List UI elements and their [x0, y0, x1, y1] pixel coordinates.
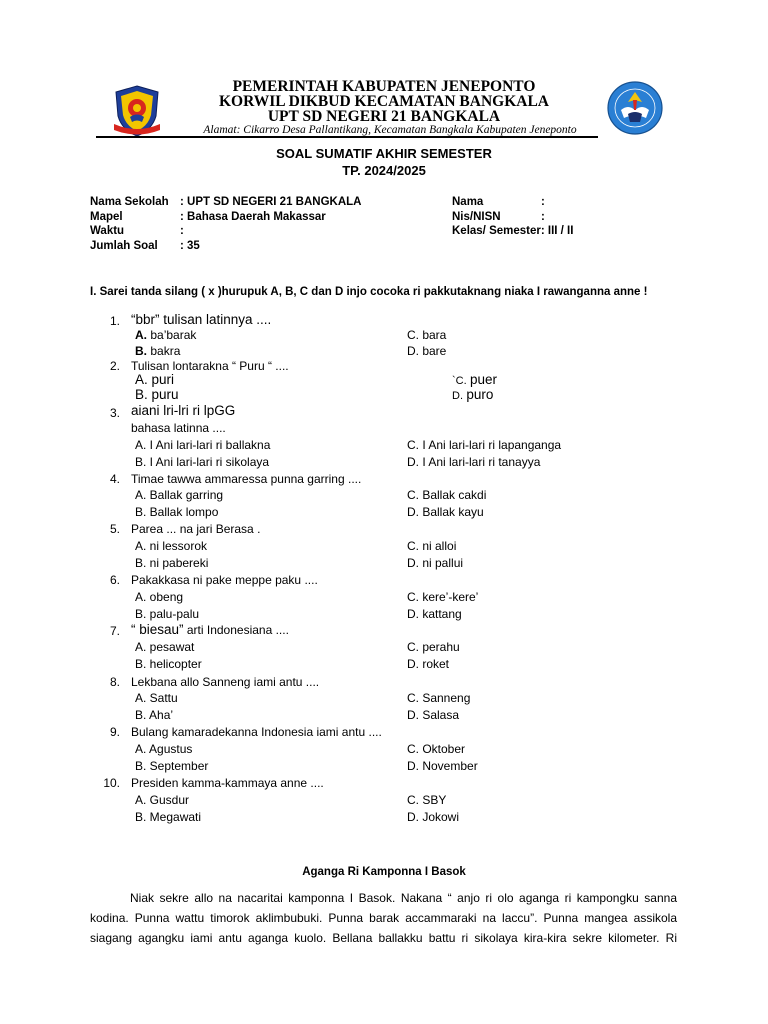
header-divider	[96, 136, 598, 138]
question-number: 10.	[103, 776, 120, 790]
question-number: 6.	[109, 573, 120, 587]
question-text: Tulisan lontarakna “ Puru “ ....	[131, 359, 289, 373]
question-text-lontarak: aiani lri-lri ri lpGG	[131, 403, 236, 418]
option-a: A. obeng	[135, 590, 184, 604]
option-c: C. kere’-kere’	[407, 590, 479, 604]
option-d	[452, 387, 493, 402]
option-a: A. Gusdur	[135, 793, 190, 807]
option-a: A. pesawat	[135, 640, 195, 654]
option-b: B. I Ani lari-lari ri sikolaya	[135, 455, 270, 469]
option-letter: `C.	[452, 375, 467, 387]
option-a: A. Agustus	[135, 742, 193, 756]
option-c: C. ni alloi	[407, 539, 457, 553]
option-a: A. Ballak garring	[135, 488, 224, 502]
subject-value: : Bahasa Daerah Makassar	[180, 211, 326, 223]
option-d: D. bare	[407, 344, 447, 358]
instruction-text: I. Sarei tanda silang ( x )hurupuk A, B, C dan D injo cocoka ri pakkutaknang niaka I rawanganna anne !	[90, 286, 648, 298]
question-text: Pakakkasa ni pake meppe paku ....	[131, 573, 318, 587]
option-b: B. puru	[135, 387, 179, 402]
question-count-label: Jumlah Soal	[90, 240, 158, 252]
option-b: B. Megawati	[135, 810, 202, 824]
option-letter: B.	[135, 344, 147, 358]
option-a: A. puri	[135, 372, 175, 387]
option-b	[135, 344, 180, 358]
option-d: D. Ballak kayu	[407, 505, 484, 519]
option-c: C. I Ani lari-lari ri lapanganga	[407, 438, 562, 452]
question-number: 1.	[109, 314, 120, 328]
option-c: C. SBY	[407, 793, 447, 807]
story-paragraph	[90, 888, 677, 948]
question-text: Bulang kamaradekanna Indonesia iami antu ....	[131, 725, 382, 739]
header-government: PEMERINTAH KABUPATEN JENEPONTO	[232, 78, 536, 95]
question-text-lontarak: “ biesau”	[131, 622, 184, 637]
option-text: ba’barak	[150, 328, 197, 342]
question-text: Parea ... na jari Berasa .	[131, 522, 261, 536]
option-c: C. Ballak cakdi	[407, 488, 487, 502]
subject-label: Mapel	[90, 211, 123, 223]
option-d: D. kattang	[407, 607, 462, 621]
student-name-label: Nama	[452, 196, 484, 208]
story-line: kodina. Punna wattu timorok aklimbubuki. Punna barak accammaraki na laccu”. Punna mangea assikola	[90, 911, 677, 925]
story-line: Niak sekre allo na nacaritai kamponna I Basok. Nakana “ anjo ri olo aganga ri kampongku sanna	[130, 891, 677, 905]
school-name-value: : UPT SD NEGERI 21 BANGKALA	[180, 196, 362, 208]
option-text: puer	[470, 372, 498, 387]
option-b: B. helicopter	[135, 657, 202, 671]
option-c: C. Sanneng	[407, 691, 471, 705]
story-line: siagang agangku iami antu aganga kuolo. Bellana ballakku battu ri sikolaya kira-kira sekre kilometer. Ri	[90, 931, 677, 945]
exam-title: SOAL SUMATIF AKHIR SEMESTER	[276, 146, 492, 161]
question-number: 8.	[109, 675, 120, 689]
option-c: C. perahu	[407, 640, 460, 654]
class-semester-label: Kelas/ Semester: III / II	[452, 225, 574, 237]
option-b: B. September	[135, 759, 209, 773]
question-text: Timae tawwa ammaressa punna garring ....	[131, 472, 362, 486]
nisn-value: :	[541, 211, 545, 223]
question-text: Presiden kamma-kammaya anne ....	[131, 776, 324, 790]
nisn-label: Nis/NISN	[452, 211, 501, 223]
option-c	[452, 372, 497, 387]
option-b: B. ni pabereki	[135, 556, 209, 570]
question-number: 5.	[109, 522, 120, 536]
option-d: D. I Ani lari-lari ri tanayya	[407, 455, 541, 469]
question-number: 2.	[109, 359, 120, 373]
header-school: UPT SD NEGERI 21 BANGKALA	[267, 108, 501, 125]
question-count-value: : 35	[180, 240, 200, 252]
option-a: A. ni lessorok	[135, 539, 208, 553]
option-a: A. Sattu	[135, 691, 178, 705]
option-letter: D.	[452, 390, 463, 402]
option-b: B. Aha’	[135, 708, 174, 722]
option-c: C. bara	[407, 328, 447, 342]
option-b: B. palu-palu	[135, 607, 200, 621]
option-b: B. Ballak lompo	[135, 505, 219, 519]
header-address: Alamat: Cikarro Desa Pallantikang, Kecamatan Bangkala Kabupaten Jeneponto	[203, 124, 577, 136]
school-name-label: Nama Sekolah	[90, 196, 169, 208]
story-title: Aganga Ri Kamponna I Basok	[302, 866, 466, 878]
exam-year: TP. 2024/2025	[342, 163, 426, 178]
question-number: 9.	[109, 725, 120, 739]
option-d: D. Jokowi	[407, 810, 460, 824]
time-label: Waktu	[90, 225, 125, 237]
option-c: C. Oktober	[407, 742, 466, 756]
question-text: Lekbana allo Sanneng iami antu ....	[131, 675, 320, 689]
question-text-part: arti Indonesiana ....	[183, 623, 289, 637]
time-value: :	[180, 225, 184, 237]
question-text	[131, 312, 271, 327]
option-text: bakra	[150, 344, 181, 358]
option-text: puro	[466, 387, 494, 402]
option-d: D. Salasa	[407, 708, 460, 722]
option-d: D. roket	[407, 657, 450, 671]
question-number: 7.	[109, 624, 120, 638]
option-a: A. I Ani lari-lari ri ballakna	[135, 438, 271, 452]
option-letter: A.	[135, 328, 147, 342]
option-d: D. ni pallui	[407, 556, 464, 570]
student-name-value: :	[541, 196, 545, 208]
question-number: 4.	[109, 472, 120, 486]
option-d: D. November	[407, 759, 478, 773]
question-number: 3.	[109, 406, 120, 420]
header-korwil: KORWIL DIKBUD KECAMATAN BANGKALA	[218, 93, 549, 110]
question-text-part: “bbr” tulisan latinnya ....	[131, 312, 272, 327]
question-text	[131, 622, 289, 637]
question-text: bahasa latinna ....	[131, 421, 226, 435]
option-a	[135, 328, 196, 342]
